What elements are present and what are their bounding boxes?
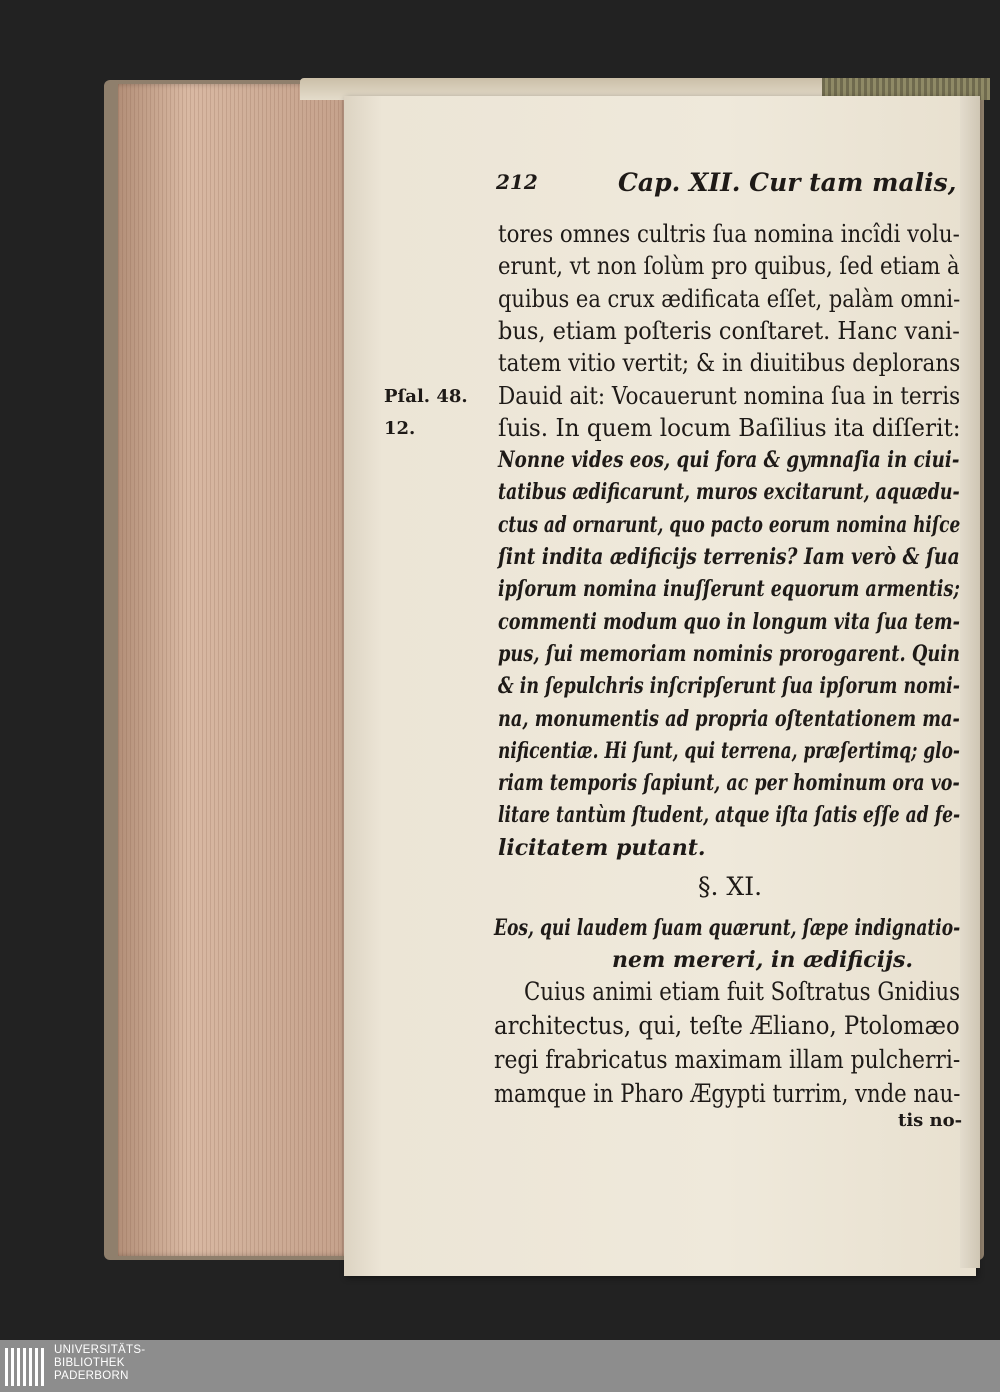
book-fore-edge [118,84,350,1256]
logo-line: UNIVERSITÄTS- [54,1344,146,1356]
text-line: tores omnes cultris ſua nomina incîdi volu- [498,220,960,248]
text-line: commenti modum quo in longum vita ſua tem- [498,609,960,635]
text-line: ſint indita ædificijs terrenis? Iam verò & ſua [498,544,960,570]
text-line: & in ſepulchris inſcripſerunt ſua ipſorum nomi- [498,673,960,699]
logo-line: BIBLIOTHEK [54,1357,125,1369]
text-line: ctus ad ornarunt, quo pacto eorum nomina hiſce [498,512,961,538]
text-line: tatem vitio vertit; & in diuitibus deplorans [498,349,961,377]
text-line: licitatem putant. [498,835,706,861]
page-gutter [960,96,980,1268]
footer-bar [0,1340,1000,1392]
text-line: tatibus ædificarunt, muros excitarunt, aquædu- [498,479,960,505]
library-logo-text [54,1344,145,1383]
logo-line: PADERBORN [54,1370,129,1382]
text-line: nificentiæ. Hi ſunt, qui terrena, præſertimq; glo- [498,738,960,764]
text-line: ſuis. In quem locum Baſilius ita diſſerit: [498,414,961,442]
text-line: Cuius animi etiam fuit Soſtratus Gnidius [524,977,961,1006]
running-head: Cap. XII. Cur tam malis, [618,168,957,197]
library-logo-icon [4,1346,48,1388]
text-line: na, monumentis ad propria oſtentationem ma- [498,706,960,732]
page-number: 212 [496,170,538,194]
margin-note: Pſal. 48. [384,386,468,407]
section-mark: §. XI. [698,872,763,901]
margin-note: 12. [384,418,416,439]
text-line: ipſorum nomina inuſſerunt equorum armentis; [498,576,960,602]
text-line: regi frabricatus maximam illam pulcherri- [494,1045,961,1074]
section-heading-line: nem mereri, in ædificijs. [612,947,914,973]
text-line: litare tantùm ſtudent, atque iſta ſatis eſſe ad fe- [498,802,961,828]
text-line: riam temporis ſapiunt, ac per hominum ora vo- [498,770,960,796]
section-heading-line: Eos, qui laudem ſuam quærunt, ſæpe indignatio- [494,915,961,941]
text-line: quibus ea crux ædificata eſſet, palàm omni- [498,285,961,313]
text-line: Dauid ait: Vocauerunt nomina ſua in terris [498,382,961,410]
text-line: mamque in Pharo Ægypti turrim, vnde nau- [494,1079,961,1108]
catchword: tis no- [898,1110,963,1131]
text-line: erunt, vt non ſolùm pro quibus, ſed etiam à [498,252,960,280]
text-line: bus, etiam poſteris conſtaret. Hanc vani- [498,317,960,345]
text-line: Nonne vides eos, qui fora & gymnaſia in ciui- [498,447,960,473]
text-line: architectus, qui, teſte Æliano, Ptolomæo [494,1011,960,1040]
text-line: pus, ſui memoriam nominis prorogarent. Quin [498,641,960,667]
